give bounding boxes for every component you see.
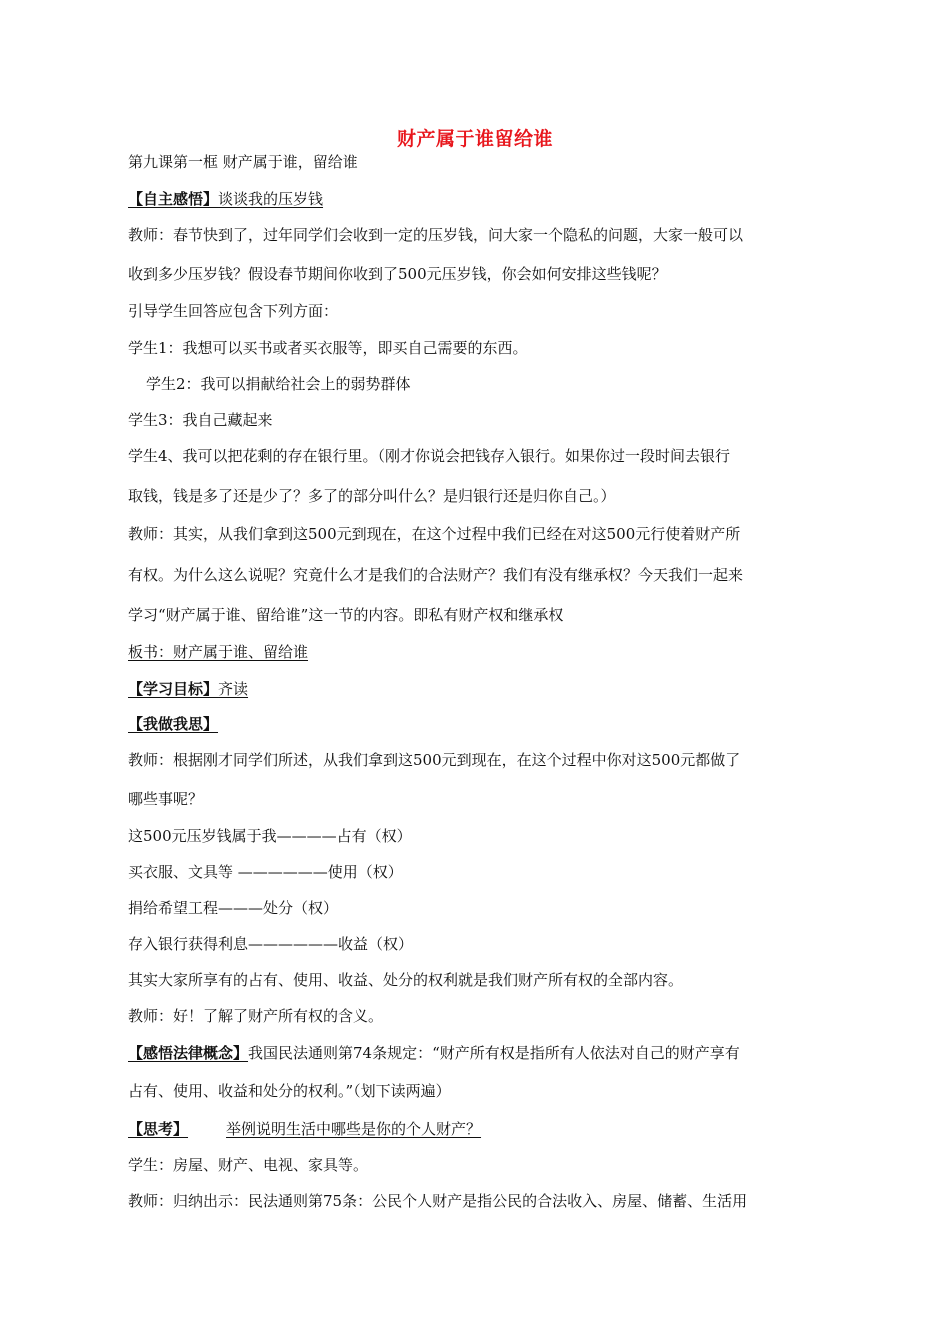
paragraph-line: 学生：房屋、财产、电视、家具等。 (128, 1156, 369, 1174)
paragraph-line: 占有、使用、收益和处分的权利。”（划下读两遍） (128, 1082, 451, 1100)
paragraph-line: 学生3：我自己藏起来 (128, 411, 273, 429)
blackboard-note: 板书：财产属于谁、留给谁 (128, 643, 309, 661)
paragraph-line: 教师：根据刚才同学们所述，从我们拿到这500元到现在，在这个过程中你对这500元都做了 (128, 751, 741, 769)
paragraph-line: 教师：好！了解了财产所有权的含义。 (128, 1007, 384, 1025)
section-legal-concept-head: 【感悟法律概念】 (128, 1044, 249, 1062)
section-do-and-think-head: 【我做我思】 (128, 715, 219, 733)
section-think (128, 1119, 481, 1139)
paragraph-line: 收到多少压岁钱？假设春节期间你收到了500元压岁钱，你会如何安排这些钱呢？ (128, 265, 667, 283)
section-legal-concept-text: 我国民法通则第74条规定：“财产所有权是指所有人依法对自己的财产享有 (248, 1044, 740, 1062)
section-learning-goals (128, 679, 248, 699)
document-title: 财产属于谁留给谁 (396, 128, 553, 150)
paragraph-line: 哪些事呢？ (128, 790, 204, 808)
section-think-head: 【思考】 (128, 1120, 189, 1138)
paragraph-line: 有权。为什么这么说呢？究竟什么才是我们的合法财产？我们有没有继承权？今天我们一起来 (128, 566, 744, 584)
section-learning-goals-text: 齐读 (218, 680, 249, 698)
rights-item: 捐给希望工程———处分（权） (128, 899, 339, 917)
paragraph-line: 教师：归纳出示：民法通则第75条：公民个人财产是指公民的合法收入、房屋、储蓄、生活用 (128, 1192, 748, 1210)
section-do-and-think (128, 714, 246, 734)
paragraph-line: 其实大家所享有的占有、使用、收益、处分的权利就是我们财产所有权的全部内容。 (128, 971, 684, 989)
rights-item: 这500元压岁钱属于我————占有（权） (128, 827, 412, 845)
rights-item: 买衣服、文具等 ——————使用（权） (128, 863, 403, 881)
section-self-reflection-text: 谈谈我的压岁钱 (218, 190, 324, 208)
paragraph-line: 学生2：我可以捐献给社会上的弱势群体 (146, 375, 411, 393)
section-think-text: 举例说明生活中哪些是你的个人财产？ (226, 1120, 482, 1138)
paragraph-line: 引导学生回答应包含下列方面： (128, 302, 339, 320)
paragraph-line: 学生1：我想可以买书或者买衣服等，即买自己需要的东西。 (128, 339, 528, 357)
section-learning-goals-head: 【学习目标】 (128, 680, 219, 698)
section-legal-concept (128, 1043, 740, 1063)
paragraph-line: 学习“财产属于谁、留给谁”这一节的内容。即私有财产权和继承权 (128, 606, 564, 624)
section-self-reflection (128, 189, 323, 209)
paragraph-line: 取钱，钱是多了还是少了？多了的部分叫什么？是归银行还是归你自己。） (128, 487, 616, 505)
rights-item: 存入银行获得利息——————收益（权） (128, 935, 414, 953)
paragraph-line: 教师：其实，从我们拿到这500元到现在，在这个过程中我们已经在对这500元行使着财产所 (128, 525, 741, 543)
paragraph-line: 学生4、我可以把花剩的存在银行里。（刚才你说会把钱存入银行。如果你过一段时间去银行 (128, 447, 731, 465)
section-self-reflection-head: 【自主感悟】 (128, 190, 219, 208)
lesson-subtitle: 第九课第一框 财产属于谁，留给谁 (128, 153, 358, 171)
paragraph-line: 教师：春节快到了，过年同学们会收到一定的压岁钱，问大家一个隐私的问题，大家一般可以 (128, 226, 744, 244)
